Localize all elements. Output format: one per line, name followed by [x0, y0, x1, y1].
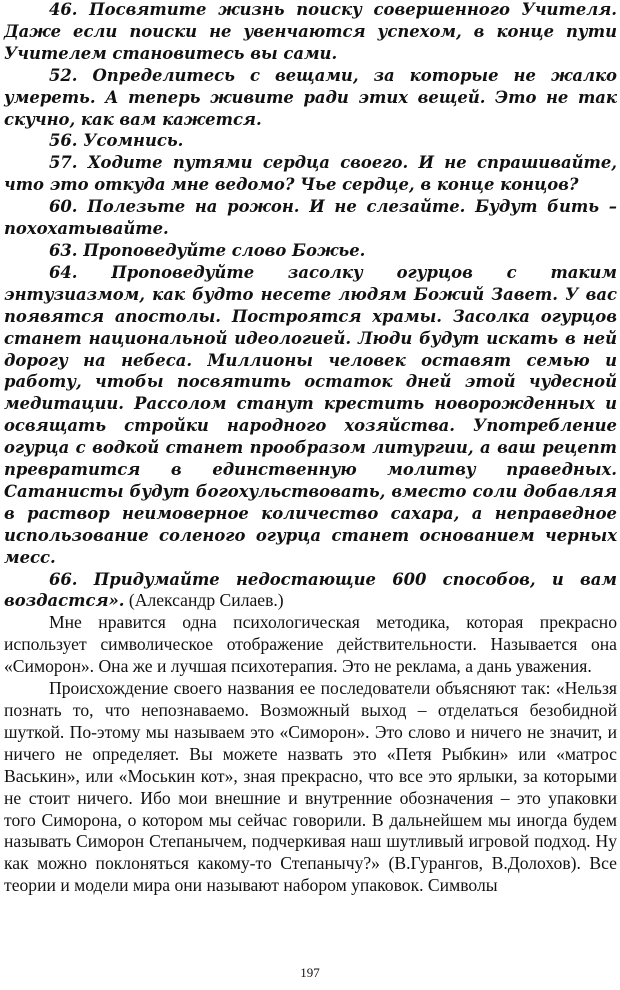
- body-paragraph: Мне нравится одна психологическая методика, которая прекрасно использует символическое отображение действительности. Называется она «Симорон». Она же и лучшая психотерапия. Это не реклама, а дань уважения.: [4, 612, 617, 677]
- page-text: [4, 0, 617, 897]
- quote-item-last: [4, 569, 617, 613]
- quote-item-last-text: 66. Придумайте недостающие 600 способов, и вам воздастся».: [4, 569, 617, 611]
- page-number: 197: [300, 965, 320, 980]
- quote-item: 64. Проповедуйте засолку огурцов с таким энтузиазмом, как будто несете людям Божий Завет. У вас появятся апостолы. Построятся храмы. Засолка огурцов станет национальной идеологией. Люди будут искать в ней дорогу на небеса. Миллионы человек оставят семью и работу, чтобы посвятить остаток дней этой чудесной медитации. Рассолом станут крестить новорожденных и освящать стройки народного хозяйства. Употребление огурца с водкой станет прообразом литургии, а ваш рецепт превратится в единственную молитву праведных. Сатанисты будут богохульствовать, вместо соли добавляя в раствор неимоверное количество сахара, а неправедное использование соленого огурца станет основанием черных месс.: [4, 262, 617, 567]
- quote-item: 63. Проповедуйте слово Божье.: [49, 240, 366, 260]
- quote-item: 46. Посвятите жизнь поиску совершенного Учителя. Даже если поиски не увенчаются успехом, в конце пути Учителем становитесь вы сами.: [4, 0, 617, 63]
- body-paragraph: Происхождение своего названия ее последователи объясняют так: «Нельзя познать то, что непознаваемо. Возможный выход – отделаться безобидной шуткой. По-этому мы называем это «Симорон». Это слово и ничего не значит, и ничего не определяет. Вы можете назвать это «Петя Рыбкин» или «матрос Васькин», или «Моськин кот», зная прекрасно, что все это ярлыки, за которыми не стоит ничего. Ибо мои внешние и внутренние обозначения – это упаковки того Симорона, о котором мы сейчас говорили. В дальнейшем мы иногда будем называть Симорон Степанычем, подчеркивая наш шутливый игровой подход. Ну как можно поклоняться какому-то Степанычу?» (В.Гурангов, В.Долохов). Все теории и модели мира они называют набором упаковок. Символы: [4, 678, 617, 896]
- quote-item: 56. Усомнись.: [49, 131, 184, 151]
- quote-item: 52. Определитесь с вещами, за которые не жалко умереть. А теперь живите ради этих вещей. Это не так скучно, как вам кажется.: [4, 65, 617, 129]
- quote-attribution: (Александр Силаев.): [124, 590, 284, 611]
- quote-item: 60. Полезьте на рожон. И не слезайте. Будут бить – похохатывайте.: [4, 197, 617, 239]
- quote-item: 57. Ходите путями сердца своего. И не спрашивайте, что это откуда мне ведомо? Чье сердце, в конце концов?: [4, 153, 617, 195]
